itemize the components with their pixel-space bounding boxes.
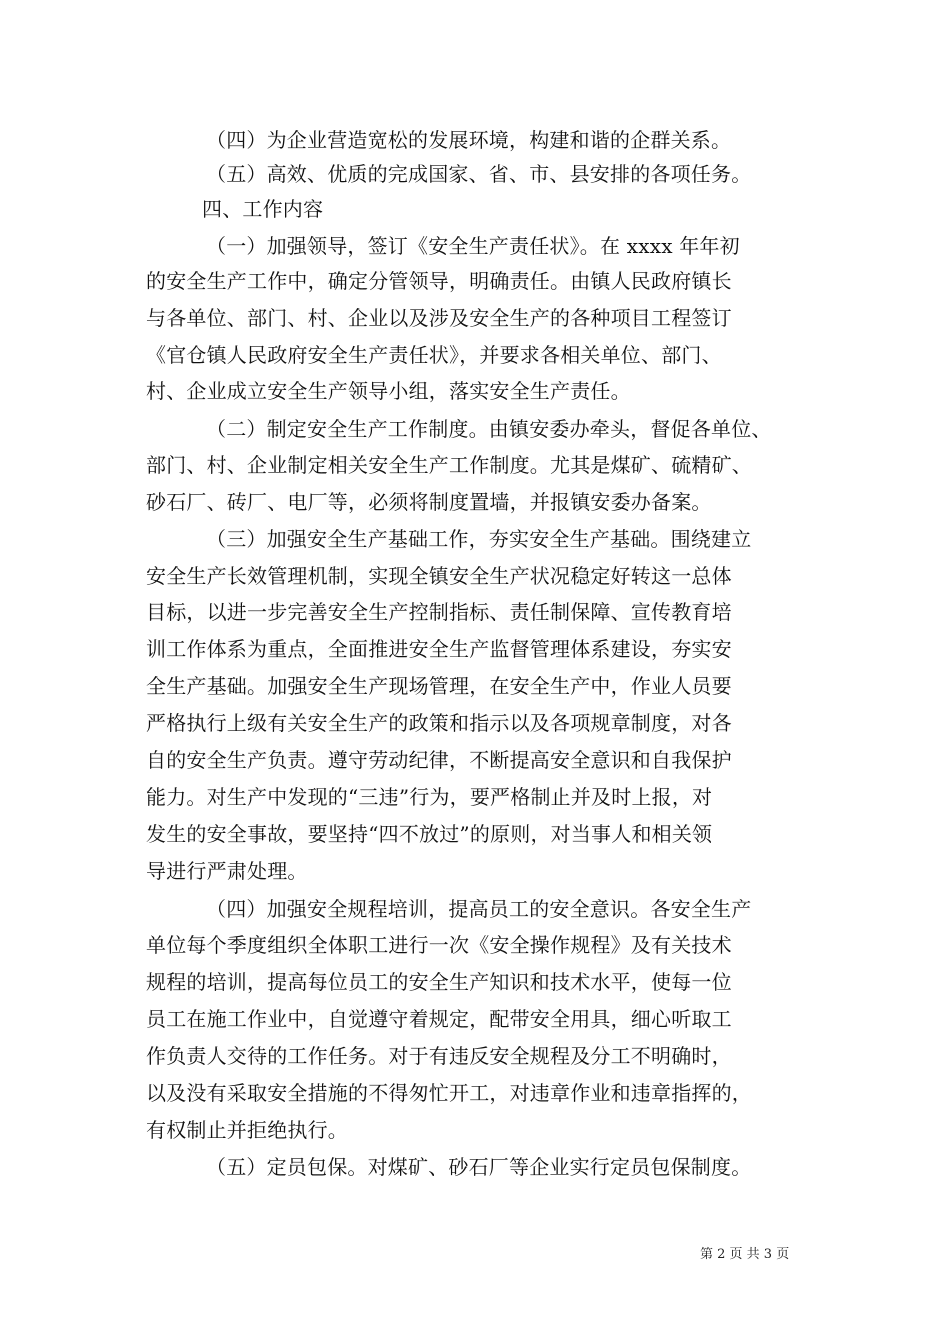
text-line-7: 《官仓镇人民政府安全生产责任状》，并要求各相关单位、部门、 <box>146 343 722 367</box>
text-line-10: 部门、村、企业制定相关安全生产工作制度。尤其是煤矿、硫精矿、 <box>146 453 752 477</box>
text-line-15: 训工作体系为重点，全面推进安全生产监督管理体系建设，夯实安 <box>146 637 732 661</box>
text-line-17: 严格执行上级有关安全生产的政策和指示以及各项规章制度，对各 <box>146 711 732 735</box>
text-line-12: （三）加强安全生产基础工作，夯实安全生产基础。围绕建立 <box>206 527 752 551</box>
text-line-1: （四）为企业营造宽松的发展环境，构建和谐的企群关系。 <box>206 128 732 152</box>
text-line-11: 砂石厂、砖厂、电厂等，必须将制度置墙，并报镇安委办备案。 <box>146 490 712 514</box>
text-line-20: 发生的安全事故，要坚持“四不放过”的原则，对当事人和相关领 <box>146 822 713 846</box>
text-line-24: 规程的培训，提高每位员工的安全生产知识和技术水平，使每一位 <box>146 970 732 994</box>
text-line-22: （四）加强安全规程培训，提高员工的安全意识。各安全生产 <box>206 897 752 921</box>
text-line-19: 能力。对生产中发现的“三违”行为，要严格制止并及时上报，对 <box>146 785 713 809</box>
text-line-6: 与各单位、部门、村、企业以及涉及安全生产的各种项目工程签订 <box>146 306 732 330</box>
text-line-13: 安全生产长效管理机制，实现全镇安全生产状况稳定好转这一总体 <box>146 564 732 588</box>
text-line-18: 自的安全生产负责。遵守劳动纪律，不断提高安全意识和自我保护 <box>146 748 732 772</box>
page-number: 第 2 页 共 3 页 <box>700 1247 790 1262</box>
text-line-23: 单位每个季度组织全体职工进行一次《安全操作规程》及有关技术 <box>146 933 732 957</box>
text-line-26: 作负责人交待的工作任务。对于有违反安全规程及分工不明确时， <box>146 1044 732 1068</box>
text-line-16: 全生产基础。加强安全生产现场管理，在安全生产中，作业人员要 <box>146 674 732 698</box>
text-line-27: 以及没有采取安全措施的不得匆忙开工，对违章作业和违章指挥的， <box>146 1081 752 1105</box>
text-line-28: 有权制止并拒绝执行。 <box>146 1118 348 1142</box>
text-line-21: 导进行严肃处理。 <box>146 859 308 883</box>
text-line-14: 目标，以进一步完善安全生产控制指标、责任制保障、宣传教育培 <box>146 600 732 624</box>
text-line-4: （一）加强领导，签订《安全生产责任状》。在 xxxx 年年初 <box>206 234 740 258</box>
text-line-8: 村、企业成立安全生产领导小组，落实安全生产责任。 <box>146 379 631 403</box>
text-line-29: （五）定员包保。对煤矿、砂石厂等企业实行定员包保制度。 <box>206 1155 752 1179</box>
text-line-25: 员工在施工作业中，自觉遵守着规定，配带安全用具，细心听取工 <box>146 1007 732 1031</box>
text-line-2: （五）高效、优质的完成国家、省、市、县安排的各项任务。 <box>206 162 752 186</box>
text-line-9: （二）制定安全生产工作制度。由镇安委办牵头，督促各单位、 <box>206 417 772 441</box>
section-heading: 四、工作内容 <box>202 197 324 221</box>
text-line-5: 的安全生产工作中，确定分管领导，明确责任。由镇人民政府镇长 <box>146 269 732 293</box>
